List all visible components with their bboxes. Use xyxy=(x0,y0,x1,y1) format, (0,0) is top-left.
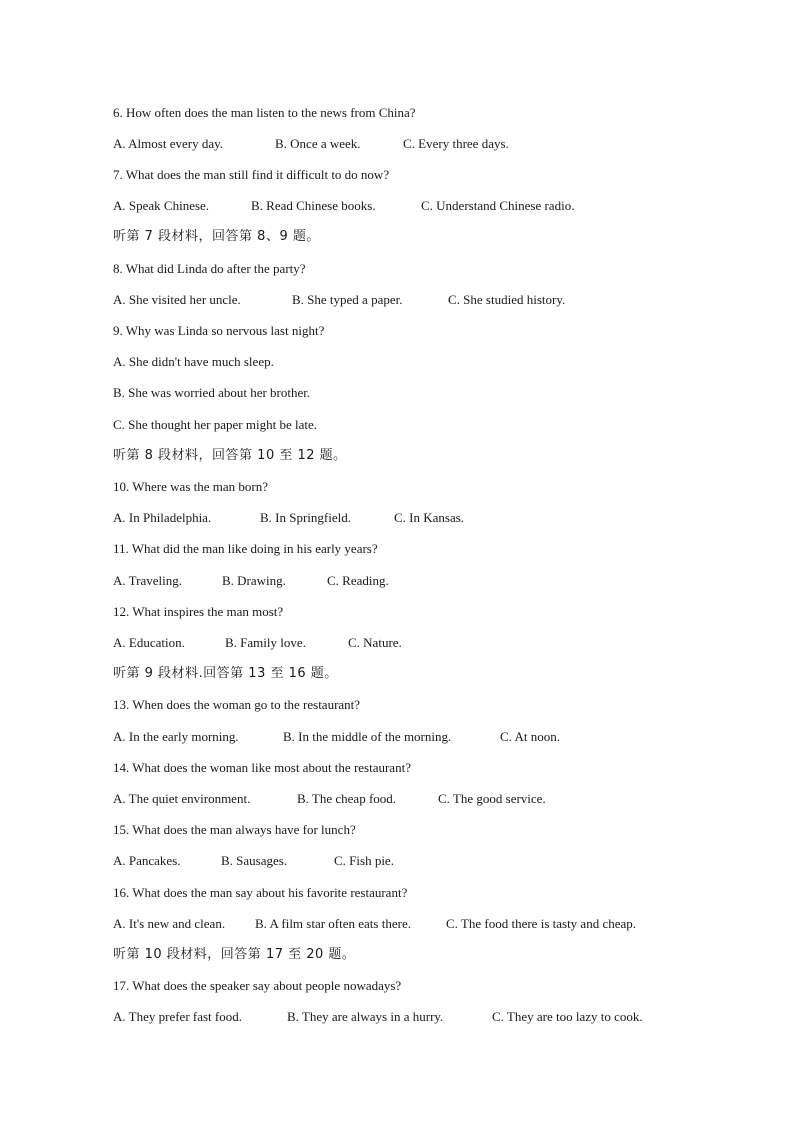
option-c: C. Nature. xyxy=(348,635,402,650)
question-17-stem: 17. What does the speaker say about people nowadays? xyxy=(113,978,402,993)
question-11-stem: 11. What did the man like doing in his early years? xyxy=(113,541,378,556)
question-13-options xyxy=(113,729,713,745)
option-a: A. They prefer fast food. xyxy=(113,1009,242,1024)
question-16-options xyxy=(113,916,713,932)
section-7-heading: 听第 7 段材料，回答第 8、9 题。 xyxy=(113,229,320,244)
option-c: C. The good service. xyxy=(438,791,546,806)
question-7-stem: 7. What does the man still find it difficult to do now? xyxy=(113,167,390,182)
option-b: B. Drawing. xyxy=(222,573,286,588)
option-a: A. She visited her uncle. xyxy=(113,292,241,307)
question-10-options xyxy=(113,510,713,526)
option-c: C. They are too lazy to cook. xyxy=(492,1009,643,1024)
option-a: A. Speak Chinese. xyxy=(113,198,210,213)
question-14-stem: 14. What does the woman like most about the restaurant? xyxy=(113,760,411,775)
option-a: A. In Philadelphia. xyxy=(113,510,212,525)
section-9-heading: 听第 9 段材料.回答第 13 至 16 题。 xyxy=(113,666,338,681)
question-6-stem: 6. How often does the man listen to the news from China? xyxy=(113,105,416,120)
question-9-option-c: C. She thought her paper might be late. xyxy=(113,417,317,432)
option-c: C. Understand Chinese radio. xyxy=(421,198,575,213)
question-12-stem: 12. What inspires the man most? xyxy=(113,604,284,619)
option-b: B. In the middle of the morning. xyxy=(283,729,452,744)
option-c: C. Fish pie. xyxy=(334,853,394,868)
question-17-options xyxy=(113,1009,733,1025)
question-11-options xyxy=(113,573,713,589)
question-7-options xyxy=(113,198,713,214)
option-b: B. Family love. xyxy=(225,635,306,650)
section-8-heading: 听第 8 段材料，回答第 10 至 12 题。 xyxy=(113,448,347,463)
option-b: B. A film star often eats there. xyxy=(255,916,411,931)
question-8-options xyxy=(113,292,713,308)
option-b: B. In Springfield. xyxy=(260,510,351,525)
question-9-option-a: A. She didn't have much sleep. xyxy=(113,354,274,369)
question-10-stem: 10. Where was the man born? xyxy=(113,479,268,494)
question-12-options xyxy=(113,635,713,651)
option-c: C. Reading. xyxy=(327,573,389,588)
option-b: B. The cheap food. xyxy=(297,791,397,806)
question-6-options xyxy=(113,136,713,152)
section-10-heading: 听第 10 段材料，回答第 17 至 20 题。 xyxy=(113,947,356,962)
question-14-options xyxy=(113,791,713,807)
option-b: B. Once a week. xyxy=(275,136,361,151)
option-b: B. Sausages. xyxy=(221,853,288,868)
option-a: A. Pancakes. xyxy=(113,853,181,868)
option-a: A. In the early morning. xyxy=(113,729,239,744)
option-a: A. Almost every day. xyxy=(113,136,223,151)
option-c: C. The food there is tasty and cheap. xyxy=(446,916,637,931)
option-a: A. The quiet environment. xyxy=(113,791,251,806)
question-9-option-b: B. She was worried about her brother. xyxy=(113,385,311,400)
question-16-stem: 16. What does the man say about his favorite restaurant? xyxy=(113,885,408,900)
question-15-stem: 15. What does the man always have for lunch? xyxy=(113,822,356,837)
option-c: C. Every three days. xyxy=(403,136,509,151)
question-9-stem: 9. Why was Linda so nervous last night? xyxy=(113,323,325,338)
question-13-stem: 13. When does the woman go to the restaurant? xyxy=(113,697,361,712)
option-a: A. Education. xyxy=(113,635,185,650)
question-15-options xyxy=(113,853,713,869)
option-c: C. At noon. xyxy=(500,729,560,744)
option-a: A. Traveling. xyxy=(113,573,182,588)
question-8-stem: 8. What did Linda do after the party? xyxy=(113,261,306,276)
option-b: B. They are always in a hurry. xyxy=(287,1009,444,1024)
option-b: B. She typed a paper. xyxy=(292,292,403,307)
option-c: C. In Kansas. xyxy=(394,510,465,525)
option-b: B. Read Chinese books. xyxy=(251,198,376,213)
option-c: C. She studied history. xyxy=(448,292,566,307)
option-a: A. It's new and clean. xyxy=(113,916,226,931)
